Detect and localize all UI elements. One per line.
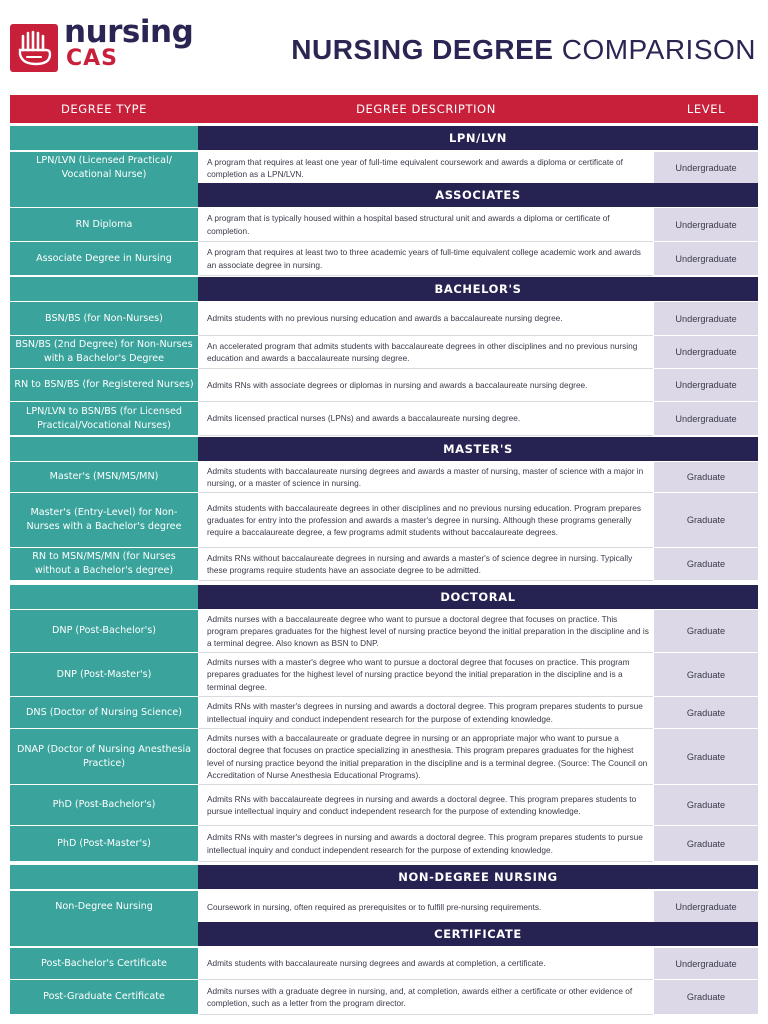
degree-level-cell [654,402,758,435]
page-title-bold: NURSING DEGREE [291,34,554,65]
degree-level-text: Graduate [686,472,726,482]
table-row [10,152,758,184]
row-divider-line [199,435,653,436]
degree-level-cell [654,369,758,401]
degree-type-cell [10,785,198,825]
table-row [10,548,758,580]
degree-level-text: Undergraduate [675,347,737,357]
degree-type-cell [10,548,198,580]
degree-description-text: Admits students with baccalaureate nursing degrees and awards at completion, a certificate. [207,958,546,969]
table-row [10,785,758,825]
degree-description-text: Admits students with baccalaureate nursing degrees and awards a master of nursing, master of science with a major in nursing, or a master of science in nursing. [207,465,644,488]
table-row [10,729,758,784]
section-header-spacer [10,865,198,889]
degree-level-cell [654,891,758,923]
degree-description-text: Admits nurses with a graduate degree in nursing, and, at completion, awards either a certificate or other evidence of completion, such as a letter from the program director. [207,985,633,1008]
degree-description-text: Admits nurses with a master's degree who want to pursue a doctoral degree that focuses on practice. This program prepares graduates for the highest level of nursing practice beyond the initial preparation in the discipline and is a terminal degree. [207,657,630,692]
degree-level-text: Undergraduate [675,413,737,424]
degree-description-cell [199,402,653,435]
section-header-spacer [10,585,198,609]
degree-level-text: Graduate [686,800,726,810]
degree-description-cell [199,242,653,275]
degree-level-cell [654,336,758,368]
column-header-degree-description: DEGREE DESCRIPTION [356,102,496,116]
logo-hand-icon [10,24,58,72]
row-divider-line [199,580,653,581]
degree-type-cell [10,826,198,861]
degree-type-cell [10,152,198,184]
table-row [10,610,758,652]
section-header-spacer [10,126,198,150]
degree-level-text: Undergraduate [675,958,737,969]
section-header-spacer [10,183,198,207]
degree-level-text: Undergraduate [675,380,737,390]
degree-description-cell [199,208,653,241]
degree-description-cell [199,785,653,825]
page-header [0,0,768,92]
degree-type-label: DNAP (Doctor of Nursing Anesthesia Practice) [16,743,192,769]
degree-type-label: RN Diploma [75,218,133,230]
degree-description-text: A program that is typically housed within a hospital based structural unit and awards a diploma or certificate of completion. [207,213,610,236]
table-row [10,336,758,368]
degree-type-cell [10,653,198,696]
degree-type-cell [10,697,198,728]
degree-type-cell [10,369,198,401]
degree-description-text: A program that requires at least two to three academic years of full-time equivalent college academic work and awards an associate degree in nursing. [207,247,641,270]
degree-level-cell [654,548,758,580]
table-row [10,697,758,728]
degree-description-cell [199,653,653,696]
degree-description-text: Admits students with no previous nursing education and awards a baccalaureate nursing degree. [207,313,563,324]
degree-type-label: Associate Degree in Nursing [36,252,172,264]
degree-type-label: PhD (Post-Master's) [57,837,151,849]
section-title: LPN/LVN [198,126,758,150]
nursingcas-logo[interactable] [10,14,194,74]
degree-description-text: Admits RNs with master's degrees in nursing and awards a doctoral degree. This program prepares students to pursue intellectual inquiry and conduct independent research for the purpose of extending knowledge. [207,701,643,724]
table-row [10,826,758,861]
degree-description-text: Admits RNs with baccalaureate degrees in nursing and awards a doctoral degree. This program prepares students to pursue intellectual inquiry and conduct independent research for the purpose of extending knowledge. [207,793,637,816]
section-title: ASSOCIATES [198,183,758,207]
degree-type-label: Master's (Entry-Level) for Non-Nurses with a Bachelor's degree [26,507,182,532]
degree-type-label: DNP (Post-Master's) [56,668,152,680]
degree-level-cell [654,697,758,728]
degree-level-cell [654,208,758,241]
degree-level-cell [654,462,758,492]
degree-type-cell [10,729,198,784]
column-header-degree-type: DEGREE TYPE [60,102,148,116]
logo-word-nursing: nursing [64,14,194,50]
section-title: MASTER'S [198,437,758,461]
column-header-level: LEVEL [686,102,726,116]
section-header [10,437,758,461]
degree-type-label: RN to BSN/BS (for Registered Nurses) [14,379,194,390]
degree-description-cell [199,336,653,368]
table-row [10,208,758,241]
degree-type-label: Post-Bachelor's Certificate [41,957,167,969]
degree-level-cell [654,826,758,861]
degree-type-cell [10,493,198,547]
degree-description-text: Admits students with baccalaureate degrees in other disciplines and no previous nursing education. Program prepares graduates for entry into the profession and awards a master's degree in nursing. Although these programs generally require a baccalaureate degree, a few programs admit students without baccalaureate degrees. [207,502,641,538]
degree-level-cell [654,980,758,1014]
degree-level-text: Graduate [686,559,726,569]
degree-description-text: An accelerated program that admits students with baccalaureate degrees in other disciplines and no previous nursing education and awards a baccalaureate nursing degree. [207,340,638,363]
degree-level-cell [654,302,758,335]
table-row [10,402,758,435]
logo-word-cas: CAS [66,46,119,71]
degree-level-text: Undergraduate [675,253,737,264]
degree-description-cell [199,697,653,728]
degree-type-label: BSN/BS (for Non-Nurses) [45,312,163,324]
table-row [10,653,758,696]
degree-description-text: Admits nurses with a baccalaureate or graduate degree in nursing or an appropriate major who want to pursue a doctoral degree that focuses on practice specializing in anesthesia. This program prepares graduates for the highest level of nursing practice beyond the initial preparation in the discipline and is a terminal degree. (Source: The Council on Accreditation of Nurse Anesthesia Educational Programs). [207,733,648,780]
degree-level-cell [654,785,758,825]
column-header-row [10,95,758,123]
degree-level-text: Graduate [686,707,726,718]
degree-description-cell [199,729,653,784]
degree-type-cell [10,208,198,241]
degree-description-text: Admits RNs with associate degrees or diplomas in nursing and awards a baccalaureate nursing degree. [207,379,588,390]
degree-level-cell [654,729,758,784]
degree-type-cell [10,980,198,1014]
row-divider-line [199,861,653,862]
degree-description-text: Admits nurses with a baccalaureate degree who want to pursue a doctoral degree that focuses on practice. This program prepares graduates for the highest level of nursing practice beyond the initial preparation in the discipline and is a terminal degree. Also known as BSN to DNP. [207,613,649,649]
degree-type-cell [10,891,198,923]
degree-level-text: Graduate [686,838,726,849]
degree-type-label: Post-Graduate Certificate [43,991,165,1002]
table-row [10,462,758,492]
degree-description-cell [199,462,653,492]
degree-level-text: Undergraduate [675,163,737,173]
degree-description-cell [199,610,653,652]
degree-type-cell [10,302,198,335]
degree-level-cell [654,493,758,547]
section-header [10,126,758,150]
page-title-light: COMPARISON [561,34,756,65]
section-header-spacer [10,922,198,946]
degree-description-cell [199,493,653,547]
degree-description-text: Admits RNs with master's degrees in nursing and awards a doctoral degree. This program prepares students to pursue intellectual inquiry and conduct independent research for the purpose of extending knowledge. [207,832,643,855]
degree-type-label: DNP (Post-Bachelor's) [52,625,156,636]
table-row [10,980,758,1014]
table-row [10,948,758,979]
degree-description-cell [199,302,653,335]
degree-level-cell [654,242,758,275]
section-header [10,585,758,609]
section-title: BACHELOR'S [198,277,758,301]
table-row [10,242,758,275]
degree-level-cell [654,152,758,184]
section-title: CERTIFICATE [198,922,758,946]
table-row [10,369,758,401]
degree-level-cell [654,948,758,979]
degree-level-text: Undergraduate [675,313,737,324]
degree-level-text: Graduate [686,669,726,680]
table-row [10,891,758,923]
degree-description-text: A program that requires at least one year of full-time equivalent coursework and awards a diploma or certificate of completion as a LPN/LVN. [207,156,623,179]
degree-type-cell [10,610,198,652]
degree-description-cell [199,948,653,979]
table-row [10,493,758,547]
degree-description-cell [199,548,653,580]
degree-description-cell [199,152,653,184]
degree-description-text: Coursework in nursing, often required as prerequisites or to fulfill pre-nursing requirements. [207,901,542,912]
row-divider-line [199,1014,653,1015]
degree-type-label: DNS (Doctor of Nursing Science) [26,706,182,718]
degree-type-cell [10,462,198,492]
section-title: NON-DEGREE NURSING [198,865,758,889]
section-header-spacer [10,277,198,301]
degree-level-text: Undergraduate [675,902,737,912]
degree-description-text: Admits licensed practical nurses (LPNs) and awards a baccalaureate nursing degree. [207,413,521,424]
degree-level-text: Graduate [686,626,726,636]
degree-description-cell [199,826,653,861]
section-header [10,277,758,301]
degree-type-label: BSN/BS (2nd Degree) for Non-Nurses with a Bachelor's Degree [15,339,193,364]
degree-type-label: LPN/LVN (Licensed Practical/ Vocational Nurse) [36,155,172,180]
degree-level-text: Undergraduate [675,219,737,230]
degree-type-cell [10,336,198,368]
section-title: DOCTORAL [198,585,758,609]
degree-type-label: PhD (Post-Bachelor's) [52,799,156,810]
section-header [10,865,758,889]
table-row [10,302,758,335]
degree-level-text: Graduate [686,515,726,525]
degree-type-label: RN to MSN/MS/MN (for Nurses without a Bachelor's degree) [32,551,176,576]
degree-type-label: LPN/LVN to BSN/BS (for Licensed Practical/Vocational Nurses) [25,405,182,431]
degree-description-cell [199,980,653,1014]
degree-type-cell [10,402,198,435]
degree-level-text: Graduate [686,751,726,762]
degree-level-text: Graduate [686,992,726,1002]
degree-description-text: Admits RNs without baccalaureate degrees in nursing and awards a master's of science degree in nursing. Typically these programs require students have an associate degree to be admitted. [207,552,633,575]
section-header-spacer [10,437,198,461]
row-divider-line [199,275,653,276]
degree-type-label: Non-Degree Nursing [55,901,153,912]
degree-type-label: Master's (MSN/MS/MN) [49,471,159,482]
degree-description-cell [199,369,653,401]
degree-description-cell [199,891,653,923]
degree-type-cell [10,948,198,979]
degree-type-cell [10,242,198,275]
section-header [10,183,758,207]
degree-level-cell [654,610,758,652]
section-header [10,922,758,946]
page-title [291,34,756,66]
degree-level-cell [654,653,758,696]
